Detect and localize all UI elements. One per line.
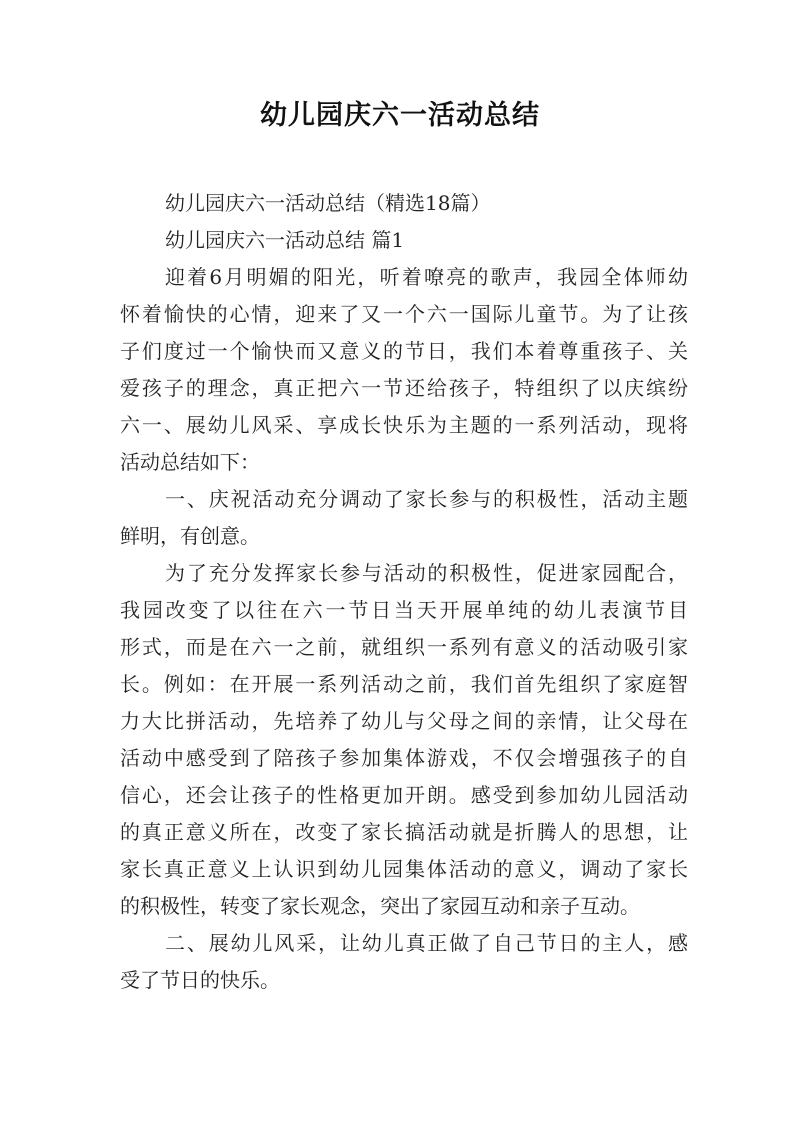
section-heading-line: 幼儿园庆六一活动总结 篇1 [165,228,405,252]
paragraph-line: 怀着愉快的心情，迎来了又一个六一国际儿童节。为了让孩 [120,302,688,326]
paragraph-line: 的积极性，转变了家长观念，突出了家园互动和亲子互动。 [120,894,640,918]
paragraph-line: 六一、展幼儿风采、享成长快乐为主题的一系列活动，现将 [120,413,688,437]
paragraph-line: 爱孩子的理念，真正把六一节还给孩子，特组织了以庆缤纷 [120,376,688,400]
paragraph-line: 活动总结如下： [120,450,260,474]
paragraph-line: 子们度过一个愉快而又意义的节日，我们本着尊重孩子、关 [120,339,688,363]
paragraph-line: 信心，还会让孩子的性格更加开朗。感受到参加幼儿园活动 [120,783,688,807]
paragraph-line: 的真正意义所在，改变了家长搞活动就是折腾人的思想，让 [120,820,688,844]
document-title: 幼儿园庆六一活动总结 [260,100,540,131]
paragraph-line: 受了节日的快乐。 [120,968,280,992]
paragraph-line: 力大比拼活动，先培养了幼儿与父母之间的亲情，让父母在 [120,709,688,733]
paragraph-line: 为了充分发挥家长参与活动的积极性，促进家园配合， [165,561,688,585]
subtitle-line: 幼儿园庆六一活动总结（精选18篇） [165,191,491,215]
paragraph-line: 家长真正意义上认识到幼儿园集体活动的意义，调动了家长 [120,857,688,881]
paragraph-line: 鲜明，有创意。 [120,524,260,548]
paragraph-line: 一、庆祝活动充分调动了家长参与的积极性，活动主题 [165,487,688,511]
paragraph-line: 长。例如：在开展一系列活动之前，我们首先组织了家庭智 [120,672,688,696]
paragraph-line: 我园改变了以往在六一节日当天开展单纯的幼儿表演节目 [120,598,688,622]
paragraph-line: 迎着6月明媚的阳光，听着嘹亮的歌声，我园全体师幼 [165,265,688,289]
paragraph-line: 二、展幼儿风采，让幼儿真正做了自己节日的主人，感 [165,931,688,955]
paragraph-line: 活动中感受到了陪孩子参加集体游戏，不仅会增强孩子的自 [120,746,688,770]
paragraph-line: 形式，而是在六一之前，就组织一系列有意义的活动吸引家 [120,635,688,659]
document-body [120,185,688,999]
